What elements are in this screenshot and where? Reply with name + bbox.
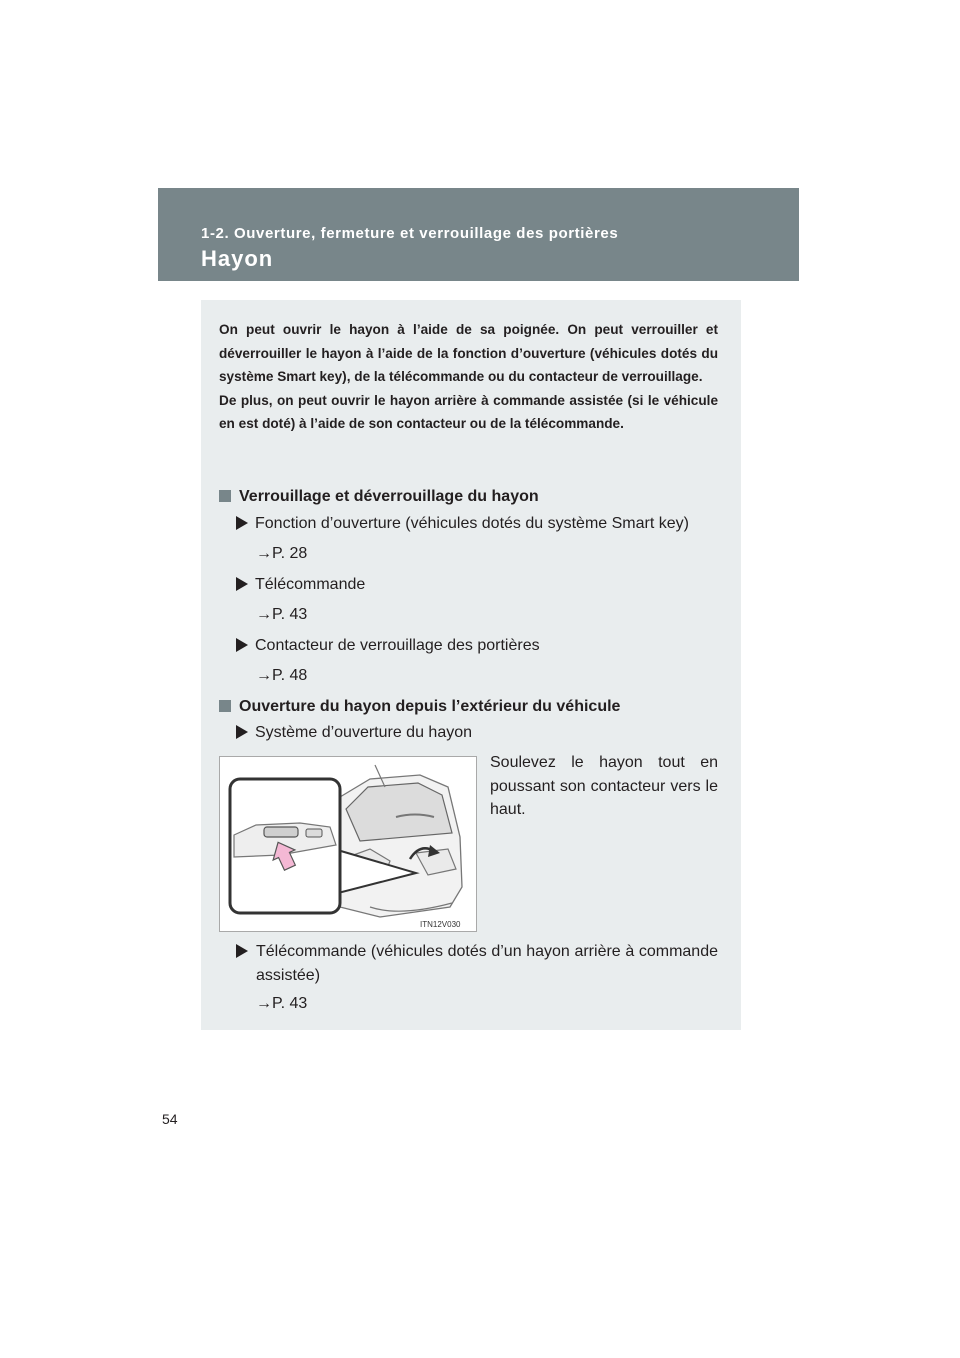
page-reference: →P. 43 <box>256 606 308 623</box>
triangle-bullet-icon <box>236 638 248 652</box>
list-item: Fonction d’ouverture (véhicules dotés du système Smart key) <box>236 512 689 535</box>
triangle-bullet-icon <box>236 577 248 591</box>
instruction-text: Soulevez le hayon tout en poussant son contacteur vers le haut. <box>490 754 718 818</box>
page-number: 54 <box>162 1111 178 1127</box>
illustration-code: ITN12V030 <box>420 920 461 929</box>
page-reference: →P. 48 <box>256 667 308 684</box>
triangle-bullet-icon <box>236 516 248 530</box>
tailgate-illustration <box>219 756 477 932</box>
content-panel <box>201 300 741 1030</box>
intro-paragraph-2: De plus, on peut ouvrir le hayon arrière à commande assistée (si le véhicule en est doté) à l’aide de son contacteur ou de la télécommande. <box>219 392 718 431</box>
triangle-bullet-icon <box>236 725 248 739</box>
list-item: Télécommande <box>236 573 365 596</box>
page-reference: →P. 28 <box>256 545 308 562</box>
section-title: 1-2. Ouverture, fermeture et verrouillage des portières <box>201 225 619 242</box>
list-item: Système d’ouverture du hayon <box>236 721 472 744</box>
intro-paragraph-1: On peut ouvrir le hayon à l’aide de sa poignée. On peut verrouiller et déverrouiller le hayon à l’aide de la fonction d’ouverture (véhicules dotés du système Smart key), de la télécommande ou du contacteur de verrouillage. <box>219 322 718 384</box>
page-reference: →P. 43 <box>256 995 308 1012</box>
square-bullet-icon <box>219 490 231 502</box>
section-heading-lock: Verrouillage et déverrouillage du hayon <box>219 487 539 507</box>
chapter-header <box>158 188 799 281</box>
list-item: Télécommande (véhicules dotés d’un hayon arrière à commande assistée) <box>236 940 718 987</box>
page-title: Hayon <box>201 246 274 271</box>
triangle-bullet-icon <box>236 944 248 958</box>
section-heading-opening: Ouverture du hayon depuis l’extérieur du véhicule <box>219 697 620 717</box>
square-bullet-icon <box>219 700 231 712</box>
list-item: Contacteur de verrouillage des portières <box>236 634 540 657</box>
intro-text <box>219 318 718 436</box>
